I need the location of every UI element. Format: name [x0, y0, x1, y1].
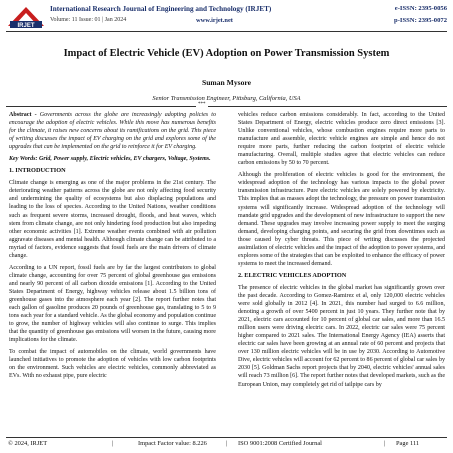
paragraph: vehicles reduce carbon emissions considerably. In fact, according to the United States Department of Energy, electric vehicles produce zero direct emissions [3]. Unlike conventional vehicles, whose combustion engines require more parts to manufacture and assemble, electric vehicle engines are simple and hence do not require more parts, further reducing the carbon footprint of electric vehicle manufacturing. Overall, multiple studies agree that electric vehicles can reduce carbon emissions by 50 to 70 percent.	[238, 112, 445, 167]
abstract-label: Abstract -	[9, 112, 37, 118]
journal-header	[6, 3, 447, 33]
pissn: p-ISSN: 2395-0072	[394, 17, 447, 24]
abstract	[9, 111, 216, 151]
footer-iso: ISO 9001:2008 Certified Journal	[238, 440, 322, 447]
volume-issue: Volume: 11 Issue: 01 | Jan 2024	[50, 17, 127, 23]
abstract-text: Governments across the globe are increasingly adopting policies to encourage the adoption of electric vehicles. While this move has numerous benefits for the climate, it raises new concerns about its ramifications on the grid. This piece of writing discusses the impact of EV charging on the grid and explores some of the upgrades that can be implemented on the grid to reinforce it for EV charging.	[9, 112, 216, 151]
keywords-label: Key Words:	[9, 156, 38, 163]
author-name: Suman Mysore	[201, 78, 251, 87]
eissn: e-ISSN: 2395-0056	[394, 5, 447, 12]
keywords-text: Grid, Power supply, Electric vehicles, EV chargers, Voltage, Systems.	[37, 156, 211, 163]
logo-text: IRJET	[17, 23, 35, 29]
left-column	[9, 111, 216, 384]
footer-copyright: © 2024, IRJET	[8, 440, 48, 447]
title-separator-rule	[6, 106, 447, 107]
footer-rule	[6, 437, 447, 438]
footer-separator: |	[384, 440, 386, 447]
footer-impact-factor: Impact Factor value: 8.226	[138, 440, 207, 447]
title-separator-stars: ***	[198, 102, 206, 107]
journal-website-link[interactable]: www.irjet.net	[196, 17, 233, 24]
irjet-logo	[6, 4, 46, 30]
footer-separator: |	[226, 440, 228, 447]
footer-separator: |	[112, 440, 114, 447]
author-affiliation: Senior Transmission Engineer, Pittsburg, California, USA	[152, 95, 301, 102]
page-number: Page 111	[396, 440, 420, 447]
section-heading-ev-adoption: 2. ELECTRIC VEHICLES ADOPTION	[238, 271, 347, 279]
paragraph: The presence of electric vehicles in the global market has significantly grown over the past decade. According to Gomez-Ramirez et al, only 120,000 electric vehicles were sold globally in 2012 [4]. In 2021, this number had surged to 6.6 million, denoting a growth of over 5400 percent in just 10 years. They further note that by 2021, electric cars accounted for 10 percent of global car sales, and more than 16.5 million users were driving electric cars. In 2022, electric car sales were 75 percent higher compared to 2021 sales. The International Energy Agency (IEA) asserts that electric car sales have been growing at an annual rate of 60 percent and projects that over 130 million electric vehicles will be in use by 2030. According to Automotive Dive, electric vehicles will account for 62 percent to 86 percent of global car sales by 2030 [5]. Goldman Sachs report projects that by 2040, electric vehicles' annual sales will reach 73 million [6]. The report further notes that developed markets, such as the European Union, may completely get rid of tailpipe cars by	[238, 284, 445, 388]
paragraph: Although the proliferation of electric vehicles is good for the environment, the widespread adoption of the technology has various impacts to the global power transmission infrastructure. Pure electric vehicles are solely powered by electricity. This implies that as masses adopt the technology, the pressure on power transmission systems will significantly increase. Widespread adoption of the technology will mandate grid upgrades and the development of new infrastructure to support the new demand. These upgrades may involve increasing power supply to meet the surging demand, developing charging points, and securing the grid from downtimes such as those caused by cyber threats. This piece of writing discusses the projected assimilation of electric vehicles and the impact of the adoption to power systems, and explores some of the strategies that can be exploited to enhance the efficacy of power systems to meet the increased demand.	[238, 172, 445, 267]
paragraph: According to a UN report, fossil fuels are by far the largest contributors to global climate change, accounting for over 75 percent of global greenhouse gas emissions and nearly 90 percent of all carbon dioxide emissions [1]. According to the United States Department of Energy, highway vehicles release about 1.5 billion tons of greenhouse gases into the atmosphere each year [2]. The report further notes that each gallon of gasoline produces 20 pounds of greenhouse gas, translating to 5 to 9 tons each year for a standard vehicle. As the global economy and population continue to grow, the number of highway vehicles will also continue to surge. This implies that the quantity of greenhouse gas emissions will worsen in the future, causing more implications for the climate.	[9, 264, 216, 344]
article-title: Impact of Electric Vehicle (EV) Adoption on Power Transmission System	[63, 48, 390, 59]
paragraph: Climate change is emerging as one of the major problems in the 21st century. The deteriorating weather patterns across the globe are not only affecting food security and undermining the quality of ecosystems but also displacing populations and leading to the loss of species. According to the United Nations, weather conditions such as frequent severe storms, increased drought, floods, and heat waves, which stem from climate change, are not only hindering food production but also impeding other economic activities [1]. Extreme weather events combined with air pollution aggravate diseases and mental health. Although climate change can be attributed to a myriad of factors, evidence suggests that fossil fuels are the main drivers of climate change.	[9, 180, 216, 259]
journal-title: International Research Journal of Engineering and Technology (IRJET)	[50, 5, 272, 13]
keywords	[9, 155, 216, 163]
right-column	[238, 111, 445, 393]
header-rule	[6, 31, 447, 32]
paragraph: To combat the impact of automobiles on the climate, world governments have launched initiatives to promote the adoption of vehicles with low carbon footprints on the environment. Such vehicles are electric vehicles, commonly abbreviated as EVs. With no exhaust pipe, pure electric	[9, 349, 216, 380]
section-heading-introduction: 1. INTRODUCTION	[9, 167, 66, 175]
